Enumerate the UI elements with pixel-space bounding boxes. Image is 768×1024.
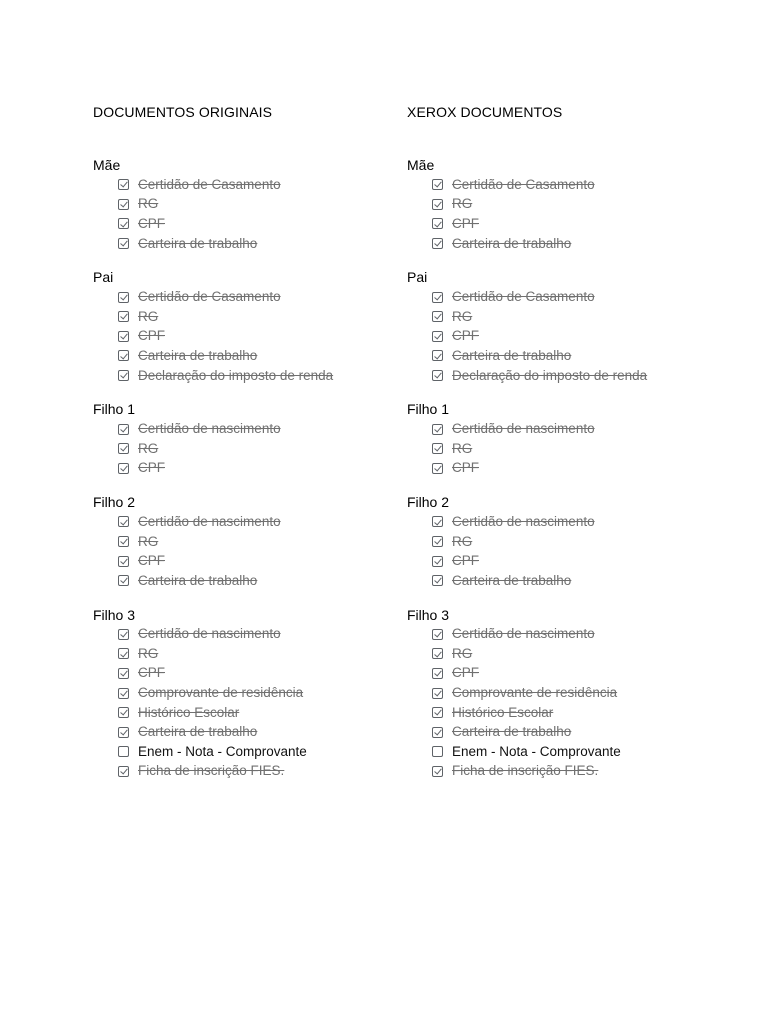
checkbox-checked-icon[interactable] [118,463,129,474]
checkbox-checked-icon[interactable] [118,443,129,454]
checkbox-checked-icon[interactable] [118,424,129,435]
checklist-item [93,664,393,684]
checkbox-checked-icon[interactable] [118,238,129,249]
checkbox-checked-icon[interactable] [432,556,443,567]
checklist-item [93,683,393,703]
checklist-item-label: Ficha de inscrição FIES. [138,763,285,779]
checklist-item-label: Certidão de nascimento [452,513,595,529]
checklist-item [93,644,393,664]
checklist-item [407,644,707,664]
group-title: Filho 2 [407,494,450,511]
checklist-group [407,156,707,253]
checklist-item-label: CPF [452,665,479,681]
checklist-item [407,195,707,215]
checklist-item [407,703,707,723]
group-title: Mãe [407,157,435,173]
checklist-item-label: RG [452,533,473,549]
checklist-item [93,742,393,762]
checkbox-checked-icon[interactable] [118,688,129,699]
checkbox-checked-icon[interactable] [118,331,129,342]
checklist-item-label: Carteira de trabalho [138,235,258,251]
checklist-item-label: Certidão de Casamento [138,176,281,192]
checkbox-unchecked-icon[interactable] [432,746,443,757]
column-title: DOCUMENTOS ORIGINAIS [93,104,273,120]
checkbox-checked-icon[interactable] [118,292,129,303]
checkbox-checked-icon[interactable] [432,350,443,361]
checklist-item [93,366,393,386]
checklist-item-label: Declaração do imposto de renda [452,367,648,383]
checklist-item-label: Carteira de trabalho [452,724,572,740]
checklist-item [407,307,707,327]
checkbox-checked-icon[interactable] [432,668,443,679]
checklist-item-label: CPF [452,215,479,231]
checkbox-checked-icon[interactable] [432,463,443,474]
column-xerox-documentos [407,103,707,796]
checklist-group [407,606,707,782]
checklist-item-label: Certidão de nascimento [452,421,595,437]
checklist-item [407,742,707,762]
checklist-item [93,532,393,552]
checklist-item [407,625,707,645]
checklist-item [93,307,393,327]
checklist-item-label: Histórico Escolar [452,704,554,720]
checkbox-checked-icon[interactable] [432,688,443,699]
checklist-group [407,493,707,590]
checklist-group [407,268,707,385]
checklist-item [93,551,393,571]
checkbox-checked-icon[interactable] [432,575,443,586]
checklist-group [93,156,393,253]
checklist-item-label: CPF [452,553,479,569]
checklist-item-label: RG [452,308,473,324]
checkbox-checked-icon[interactable] [432,629,443,640]
checklist-item [93,419,393,439]
checklist-group [407,400,707,478]
checklist-group [93,606,393,782]
checkbox-checked-icon[interactable] [432,370,443,381]
checkbox-checked-icon[interactable] [118,648,129,659]
checkbox-checked-icon[interactable] [432,179,443,190]
checkbox-checked-icon[interactable] [118,370,129,381]
checklist-item [93,512,393,532]
checklist-item [93,571,393,591]
checkbox-checked-icon[interactable] [118,536,129,547]
checklist-item-label: Carteira de trabalho [452,572,572,588]
checklist-item [407,722,707,742]
checklist-item-label: Certidão de nascimento [138,513,281,529]
checkbox-checked-icon[interactable] [118,575,129,586]
checkbox-checked-icon[interactable] [432,311,443,322]
checklist-item [407,366,707,386]
checklist-item-label: CPF [452,460,479,476]
checklist-item [407,683,707,703]
checkbox-checked-icon[interactable] [118,556,129,567]
checklist-item [93,459,393,479]
group-title: Filho 1 [407,401,450,418]
group-title: Filho 2 [93,494,136,511]
checklist-item-label: RG [138,196,159,212]
checklist-item [93,439,393,459]
checklist-item [93,195,393,215]
checkbox-checked-icon[interactable] [432,766,443,777]
checklist-item-label: CPF [138,665,165,681]
checklist-item-label: RG [452,196,473,212]
column-documentos-originais [93,103,393,796]
checklist-item [407,439,707,459]
checkbox-checked-icon[interactable] [118,629,129,640]
checklist-item [93,175,393,195]
checklist-item-label: Enem - Nota - Comprovante [138,743,307,759]
checkbox-checked-icon[interactable] [432,536,443,547]
checklist-item-label: CPF [138,328,165,344]
checklist-group [93,268,393,385]
checklist-item-label: CPF [138,215,165,231]
checklist-item-label: RG [452,440,473,456]
checklist-item-label: Enem - Nota - Comprovante [452,743,621,759]
group-title: Mãe [93,157,121,173]
checklist-item-label: Carteira de trabalho [138,347,258,363]
checklist-item-label: Carteira de trabalho [138,724,258,740]
checkbox-checked-icon[interactable] [432,331,443,342]
checklist-item-label: Ficha de inscrição FIES. [452,763,599,779]
checklist-item-label: CPF [138,553,165,569]
checklist-item [407,175,707,195]
checkbox-checked-icon[interactable] [432,707,443,718]
checklist-item [407,762,707,782]
group-title: Filho 3 [93,606,136,623]
group-title: Filho 1 [93,401,136,418]
checklist-item [93,214,393,234]
checklist-item [407,512,707,532]
checkbox-checked-icon[interactable] [432,443,443,454]
checklist-item [407,214,707,234]
checklist-item-label: RG [452,645,473,661]
checklist-item-label: Carteira de trabalho [452,235,572,251]
checklist-item-label: CPF [452,328,479,344]
checklist-item-label: RG [138,533,159,549]
checkbox-checked-icon[interactable] [118,350,129,361]
checklist-item-label: Comprovante de residência [452,685,618,701]
checklist-item-label: Histórico Escolar [138,704,240,720]
group-title: Pai [93,269,114,286]
checkbox-checked-icon[interactable] [432,238,443,249]
checklist-item [93,703,393,723]
checklist-item-label: Declaração do imposto de renda [138,367,334,383]
checklist-item [93,722,393,742]
checklist-item-label: Certidão de Casamento [138,289,281,305]
checklist-item-label: CPF [138,460,165,476]
checkbox-checked-icon[interactable] [118,199,129,210]
checkbox-unchecked-icon[interactable] [118,746,129,757]
checklist-item [407,346,707,366]
checkbox-checked-icon[interactable] [118,311,129,322]
checkbox-checked-icon[interactable] [118,218,129,229]
checkbox-checked-icon[interactable] [118,727,129,738]
checkbox-checked-icon[interactable] [118,516,129,527]
checklist-item [407,532,707,552]
checkbox-checked-icon[interactable] [432,424,443,435]
checklist-item [407,459,707,479]
checkbox-checked-icon[interactable] [432,516,443,527]
checkbox-checked-icon[interactable] [118,668,129,679]
checkbox-checked-icon[interactable] [432,648,443,659]
checklist-item [407,327,707,347]
checklist-item [407,664,707,684]
checklist-item-label: Carteira de trabalho [138,572,258,588]
checkbox-checked-icon[interactable] [432,199,443,210]
checklist-item-label: Carteira de trabalho [452,347,572,363]
checklist-item [93,234,393,254]
group-title: Filho 3 [407,606,450,623]
checklist-item [407,419,707,439]
checklist-item-label: Certidão de Casamento [452,176,595,192]
checklist-item [407,571,707,591]
checkbox-checked-icon[interactable] [432,727,443,738]
checklist-item-label: Comprovante de residência [138,685,304,701]
column-title: XEROX DOCUMENTOS [407,104,563,120]
checklist-item-label: Certidão de nascimento [452,626,595,642]
checklist-item-label: Certidão de nascimento [138,626,281,642]
checklist-item [93,287,393,307]
checklist-group [93,400,393,478]
checklist-item [93,327,393,347]
checkbox-checked-icon[interactable] [118,707,129,718]
checklist-item [407,287,707,307]
checklist-group [93,493,393,590]
checkbox-checked-icon[interactable] [118,179,129,190]
checklist-item-label: RG [138,440,159,456]
checklist-item [93,625,393,645]
checkbox-checked-icon[interactable] [432,292,443,303]
checkbox-checked-icon[interactable] [432,218,443,229]
checklist-item-label: Certidão de Casamento [452,289,595,305]
checklist-item [93,346,393,366]
checklist-item [93,762,393,782]
checklist-item-label: Certidão de nascimento [138,421,281,437]
checklist-item-label: RG [138,308,159,324]
checklist-item [407,551,707,571]
checklist-item [407,234,707,254]
checklist-item-label: RG [138,645,159,661]
checkbox-checked-icon[interactable] [118,766,129,777]
group-title: Pai [407,269,428,286]
